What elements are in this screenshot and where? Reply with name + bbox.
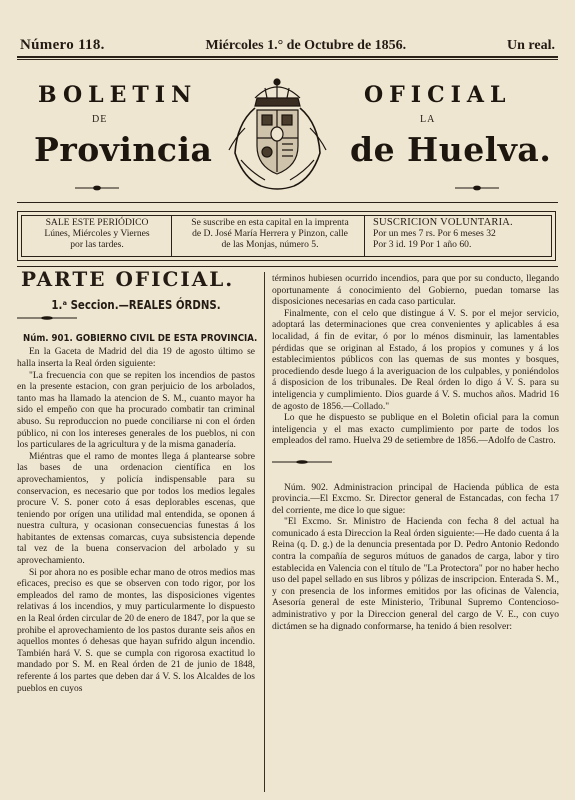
- article-paragraph: Miéntras que el ramo de montes llega á plantearse sobre las bases de una ordenacion científica en los aprovechamientos, y policía indispensable para su conservacion, es necesario que por todos los medios legales procure V. S. poner coto á esas deplorables escenas, que teniendo por orígen una utilidad mal entendida, se oponen á nuestra cultura, y ocasionan consecuencias funestas á los habitantes de extensas comarcas, cuya subsistencia depende tal vez de la buena conservacion del arbolado y su aprovechamiento.: [17, 451, 255, 567]
- masthead-la: LA: [420, 114, 436, 125]
- divider-ornament-icon: [272, 460, 332, 464]
- article-paragraph: Si por ahora no es posible echar mano de otros medios mas eficaces, preciso es que se observen con todo rigor, por los empleados del ramo de montes, las disposiciones vigentes relativas á los incendios, y muy particularmente lo dispuesto en la Real órden circular de 20 de enero de 1847, por la que se prohibe el aprovechamiento de los pastos durante seis años en aquellos montes ó dehesas que hayan sufrido algun incendio. También hará V. S. que se cumpla con rigorosa exactitud lo mandado por S. M. en Real órden de 21 de junio de 1848, referente á los partes que deben dar á V. S. los Alcaldes de los pueblos en cuyos: [17, 567, 255, 694]
- article-paragraph: Finalmente, con el celo que distingue á V. S. por el mejor servicio, adoptará las determinaciones que crea convenientes y aplicables á esa localidad, á fin de evitar, ó por lo ménos disminuir, las lamentables pérdidas que se originan al Estado, á los propios y comunes y á los establecimientos públicos con las quemas de sus montes y bosques, procediendo desde luego á la averiguacion de los culpables, y poniéndolos á disposicion de los tribunales. De Real órden lo digo á V. S. para su inteligencia y cumplimiento. Dios guarde á V. S. muchos años. Madrid 16 de agosto de 1856.—Collado.": [272, 308, 559, 412]
- divider-ornament-icon: [17, 316, 77, 320]
- masthead-provincia: Provincia: [34, 130, 213, 169]
- issue-number: Número 118.: [20, 37, 105, 53]
- column-divider: [264, 272, 265, 792]
- masthead-oficial: OFICIAL: [364, 82, 512, 108]
- masthead-huelva: de Huelva.: [350, 130, 552, 169]
- publication-schedule: SALE ESTE PERIÓDICO Lúnes, Miércoles y Viernes por las tardes.: [44, 217, 150, 250]
- section-subtitle: 1.ᵃ Seccion.—REALES ÓRDNS.: [51, 297, 221, 312]
- ornament-right-icon: [455, 185, 499, 191]
- right-column: [272, 274, 559, 633]
- header-rule-thin: [17, 59, 558, 60]
- article-heading: Núm. 901. GOBIERNO CIVIL DE ESTA PROVINCIA.: [23, 332, 258, 344]
- masthead-rule: [17, 202, 558, 203]
- coat-of-arms-icon: [215, 68, 340, 193]
- issue-price: Un real.: [507, 38, 555, 53]
- subscription-prices: SUSCRICION VOLUNTARIA. Por un mes 7 rs. Por 6 meses 32 Por 3 id. 19 Por 1 año 60.: [373, 217, 513, 250]
- subscription-box: [17, 211, 556, 261]
- issue-header: [20, 36, 555, 54]
- section-title: PARTE OFICIAL.: [21, 267, 235, 291]
- article-paragraph: Lo que he dispuesto se publique en el Boletin oficial para la comun inteligencia y el mas exacto cumplimiento por parte de todos los empleados del ramo. Huelva 29 de setiembre de 1856.—Adolfo de Castro.: [272, 413, 559, 447]
- masthead-boletin: BOLETIN: [38, 82, 198, 108]
- ornament-left-icon: [75, 185, 119, 191]
- article-paragraph: "El Excmo. Sr. Ministro de Hacienda con fecha 8 del actual ha comunicado á esta Direccion la Real órden siguiente:—He dado cuenta á la Reina (q. D. g.) de la denuncia presentada por D. Pedro Antonio Redondo contra la compañía de seguros mútuos de ganados de carga, labor y tiro establecida en Valencia con el título de "La Protectora" por no haber hecho uso del papel sellado en sus libros y pólizas de inscripcion. Enterada S. M., y con presencia de los informes emitidos por las oficinas de Valencia, Asesoría general de este Ministerio, Tribunal Supremo Contencioso-administrativo y por la Direccion general del cargo de V. E., con cuyo dictámen se ha dignado conformarse, ha tenido á bien resolver:: [272, 517, 559, 632]
- article-paragraph: En la Gaceta de Madrid del dia 19 de agosto último se halla inserta la Real órden siguiente:: [17, 347, 255, 369]
- article-paragraph: "La frecuencia con que se repiten los incendios de pastos en la presente estacion, con gran perjuicio de los arbolados, tanto mas ha llamado la atencion de S. M., cuanto mayor ha sido el empeño con que ha procurado combatir tan criminal abuso. Su reproduccion no puede conciliarse ni con el órden público, ni con los intereses generales de los pueblos, ni con los particulares de la agricultura y de la misma ganadería.: [17, 370, 255, 451]
- subscription-place: Se suscribe en esta capital en la imprenta de D. José María Herrera y Pinzon, calle de las Monjas, número 5.: [191, 217, 349, 250]
- article-paragraph: Núm. 902. Administracion principal de Hacienda pública de esta provincia.—El Excmo. Sr. Director general de Estancadas, con fecha 17 del corriente, me dice lo que sigue:: [272, 482, 559, 516]
- issue-date: Miércoles 1.° de Octubre de 1856.: [205, 38, 407, 53]
- article-paragraph: términos hubiesen ocurrido incendios, para que por su conducto, llegando oportunamente á conocimiento del Gobierno, puedan tomarse las disposiciones necesarias en cada caso particular.: [272, 274, 559, 308]
- left-column: [17, 267, 258, 695]
- header-rule: [17, 56, 558, 58]
- masthead-de: DE: [92, 114, 108, 125]
